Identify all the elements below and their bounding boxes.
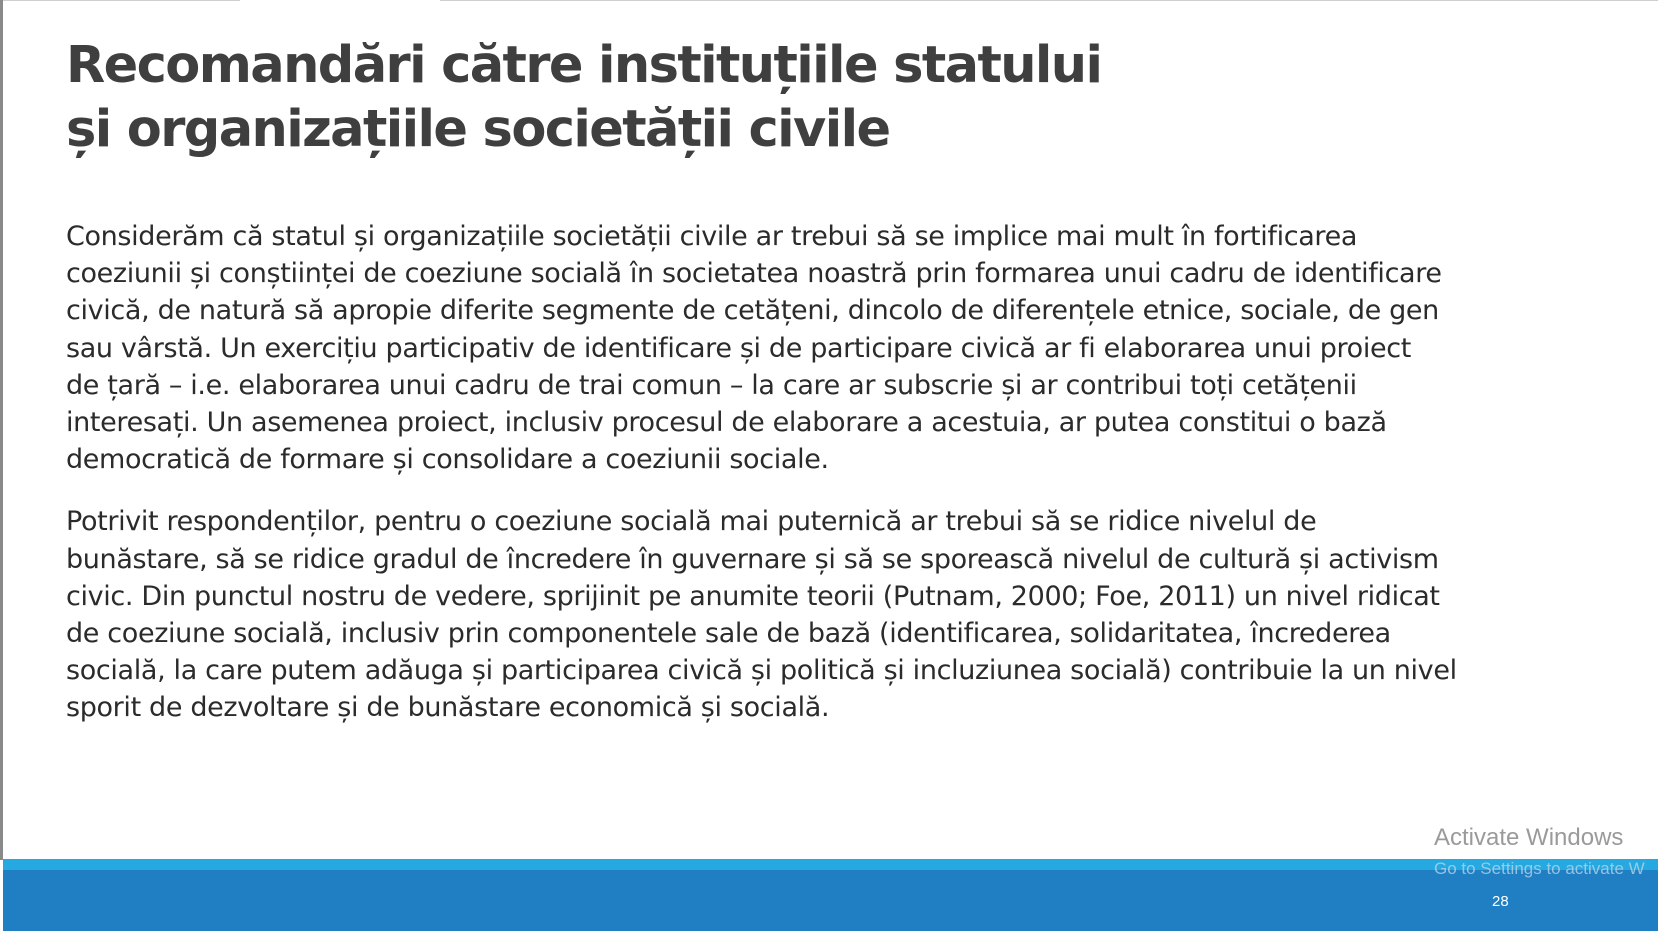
paragraph-2-line: de coeziune socială, inclusiv prin componentele sale de bază (identificarea, solidaritatea, încrederea bbox=[66, 618, 1391, 650]
paragraph-2 bbox=[66, 503, 1546, 726]
activate-windows-watermark-title: Activate Windows bbox=[1434, 824, 1624, 851]
paragraph-1 bbox=[66, 218, 1546, 478]
footer-bar bbox=[3, 870, 1658, 931]
slide-body bbox=[66, 218, 1546, 752]
paragraph-1-line: de țară – i.e. elaborarea unui cadru de trai comun – la care ar subscrie și ar contribui toți cetățenii bbox=[66, 369, 1357, 401]
paragraph-2-line: socială, la care putem adăuga și participarea civică și politică și incluziunea socială) contribuie la un nivel bbox=[66, 655, 1457, 687]
paragraph-2-line: sporit de dezvoltare și de bunăstare economică și socială. bbox=[66, 692, 830, 724]
paragraph-2-line: Potrivit respondenților, pentru o coeziune socială mai puternică ar trebui să se ridice nivelul de bbox=[66, 506, 1317, 538]
paragraph-1-line: sau vârstă. Un exercițiu participativ de identificare și de participare civică ar fi elaborarea unui proiect bbox=[66, 332, 1411, 364]
paragraph-1-line: interesați. Un asemenea proiect, inclusiv procesul de elaborare a acestuia, ar putea constitui o bază bbox=[66, 407, 1387, 439]
paragraph-1-line: democratică de formare și consolidare a coeziunii sociale. bbox=[66, 444, 829, 476]
paragraph-2-line: bunăstare, să se ridice gradul de încredere în guvernare și să se sporească nivelul de cultură și activism bbox=[66, 543, 1439, 575]
slide-top-border-gap bbox=[240, 0, 440, 2]
paragraph-2-line: civic. Din punctul nostru de vedere, sprijinit pe anumite teorii (Putnam, 2000; Foe, 2011) un nivel ridicat bbox=[66, 580, 1440, 612]
paragraph-1-line: Considerăm că statul și organizațiile societății civile ar trebui să se implice mai mult în fortificarea bbox=[66, 221, 1358, 252]
slide-title-line-1: Recomandări către instituțiile statului bbox=[66, 36, 1102, 95]
paragraph-1-line: coeziunii și conștiinței de coeziune socială în societatea noastră prin formarea unui cadru de identificare bbox=[66, 258, 1442, 290]
paragraph-1-line: civică, de natură să apropie diferite segmente de cetățeni, dincolo de diferențele etnice, sociale, de gen bbox=[66, 295, 1439, 327]
slide-page-number: 28 bbox=[1492, 893, 1509, 910]
slide-title-line-2: și organizațiile societății civile bbox=[66, 100, 890, 159]
footer-accent-stripe bbox=[3, 859, 1658, 870]
slide-left-border bbox=[0, 0, 3, 860]
activate-windows-watermark-subtitle: Go to Settings to activate W bbox=[1434, 859, 1645, 878]
slide-title bbox=[66, 34, 1101, 162]
